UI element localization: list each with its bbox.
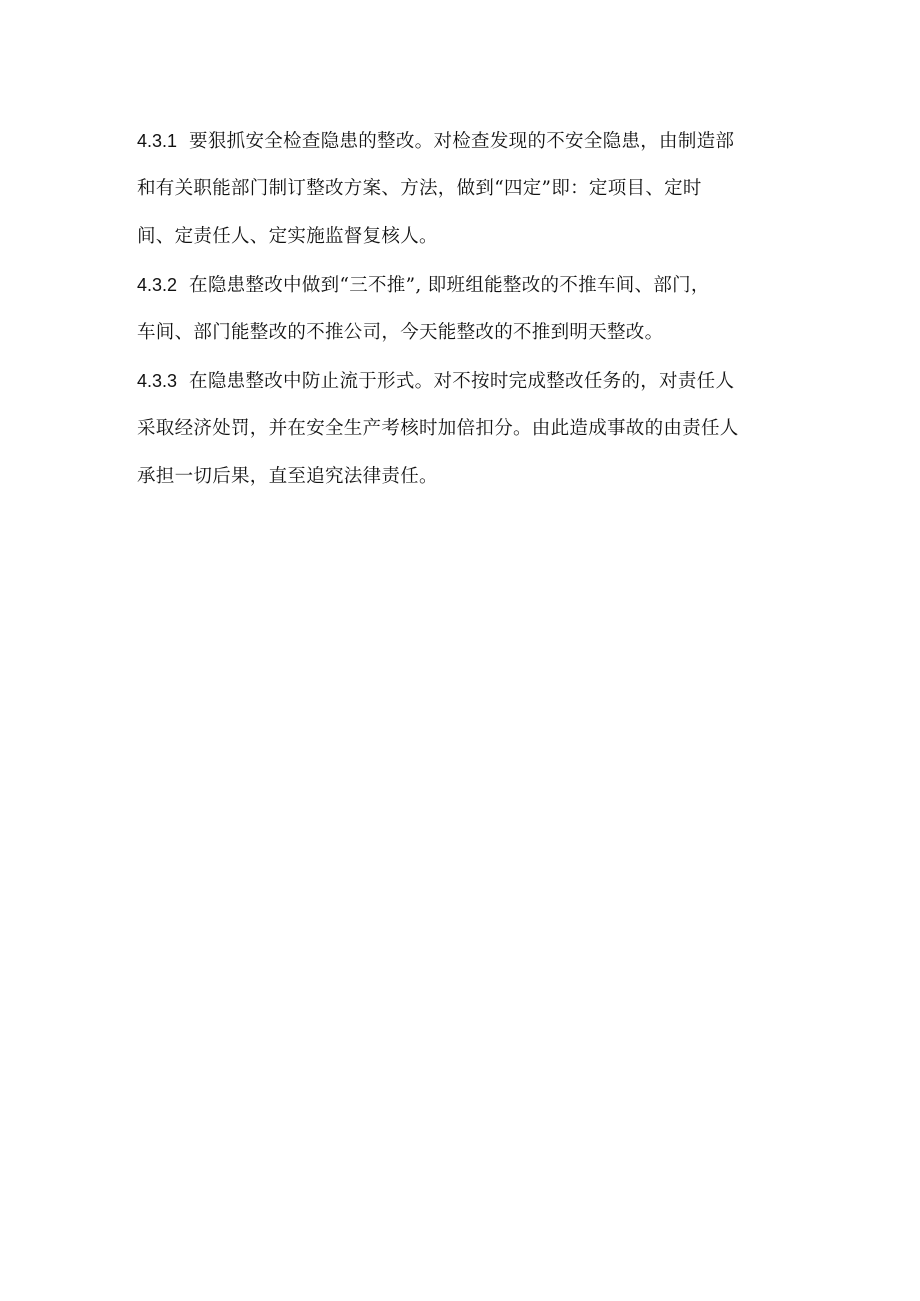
section-line: 采取经济处罚，并在安全生产考核时加倍扣分。由此造成事故的由责任人 [137,418,739,439]
section-number: 4.3.2 [137,275,178,295]
section-4-3-1 [137,123,787,267]
document-body [137,123,787,507]
section-number: 4.3.1 [137,131,178,151]
section-line [137,123,787,171]
section-line [137,363,787,411]
section-line: 间、定责任人、定实施监督复核人。 [137,226,438,247]
section-line: 车间、部门能整改的不推公司，今天能整改的不推到明天整改。 [137,322,664,343]
section-line: 和有关职能部门制订整改方案、方法，做到“四定”即：定项目、定时 [137,178,702,199]
section-text: 在隐患整改中防止流于形式。对不按时完成整改任务的，对责任人 [189,371,735,392]
section-line: 承担一切后果，直至追究法律责任。 [137,466,438,487]
section-text: 要狠抓安全检查隐患的整改。对检查发现的不安全隐患，由制造部 [189,131,735,152]
section-line [137,267,787,315]
section-4-3-2 [137,267,787,363]
section-number: 4.3.3 [137,371,178,391]
section-text: 在隐患整改中做到“三不推”, 即班组能整改的不推车间、部门， [189,275,710,296]
section-4-3-3 [137,363,787,507]
